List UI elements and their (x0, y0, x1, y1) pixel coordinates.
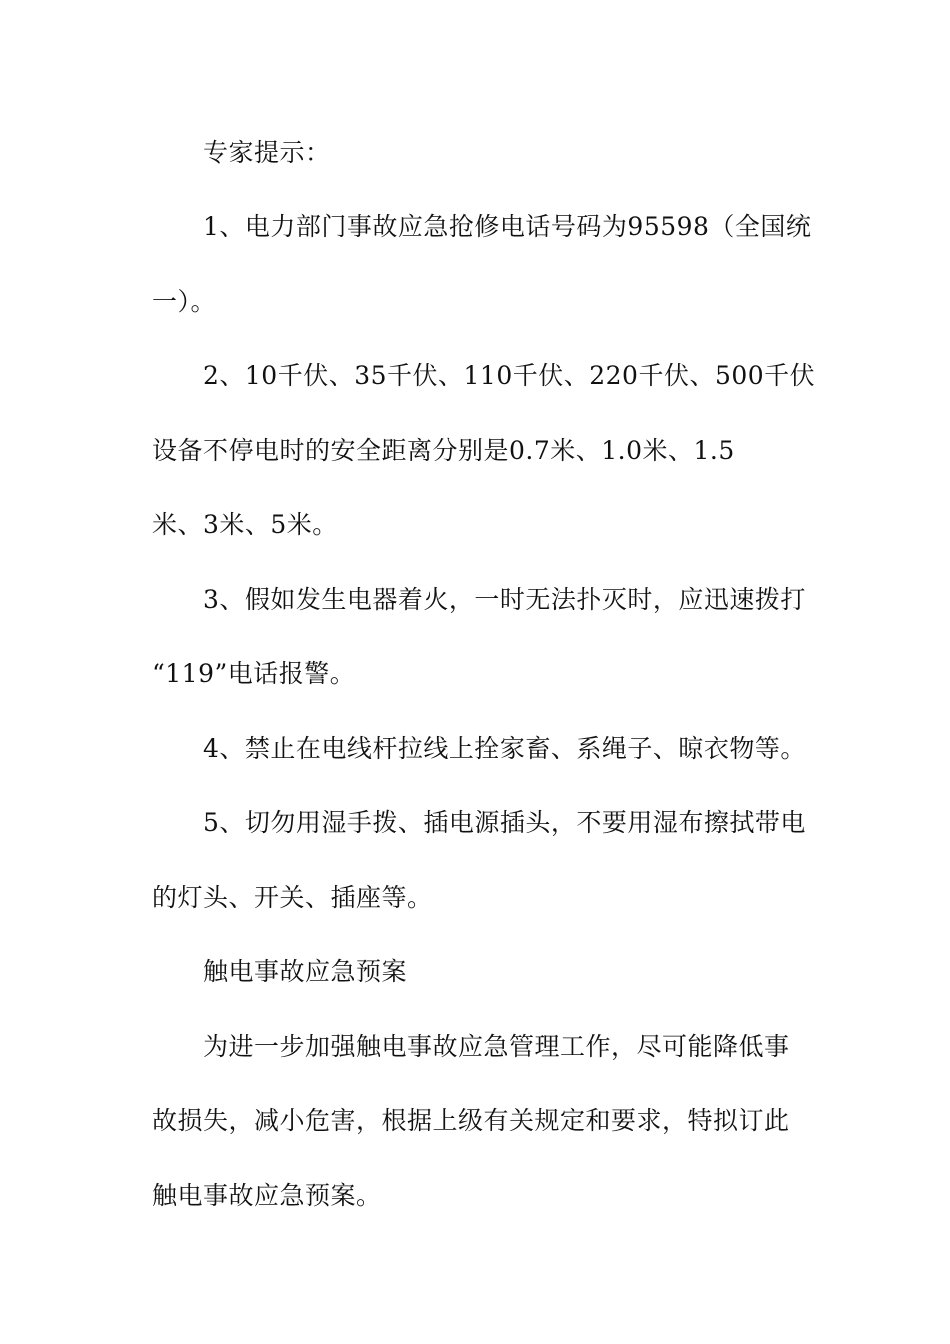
tip-1-line-2: 一）。 (152, 287, 217, 316)
intro-paragraph-line-2: 故损失，减小危害，根据上级有关规定和要求，特拟订此 (152, 1106, 790, 1135)
tip-5-line-1: 5、切勿用湿手拨、插电源插头，不要用湿布擦拭带电 (203, 808, 806, 837)
tip-4-line-1: 4、禁止在电线杆拉线上拴家畜、系绳子、晾衣物等。 (203, 734, 806, 763)
intro-paragraph-line-3: 触电事故应急预案。 (152, 1181, 382, 1210)
tip-2-line-3: 米、3米、5米。 (152, 510, 338, 539)
tips-heading: 专家提示： (203, 138, 331, 167)
intro-paragraph-line-1: 为进一步加强触电事故应急管理工作，尽可能降低事 (203, 1032, 790, 1061)
tip-2-line-2: 设备不停电时的安全距离分别是0.7米、1.0米、1.5 (152, 436, 735, 465)
tip-3-line-2: “119”电话报警。 (152, 659, 356, 688)
tip-5-line-2: 的灯头、开关、插座等。 (152, 883, 433, 912)
tip-1-line-1: 1、电力部门事故应急抢修电话号码为95598（全国统 (203, 212, 812, 241)
section-title: 触电事故应急预案 (203, 957, 408, 986)
tip-2-line-1: 2、10千伏、35千伏、110千伏、220千伏、500千伏 (203, 361, 816, 390)
tip-3-line-1: 3、假如发生电器着火，一时无法扑灭时，应迅速拨打 (203, 585, 806, 614)
